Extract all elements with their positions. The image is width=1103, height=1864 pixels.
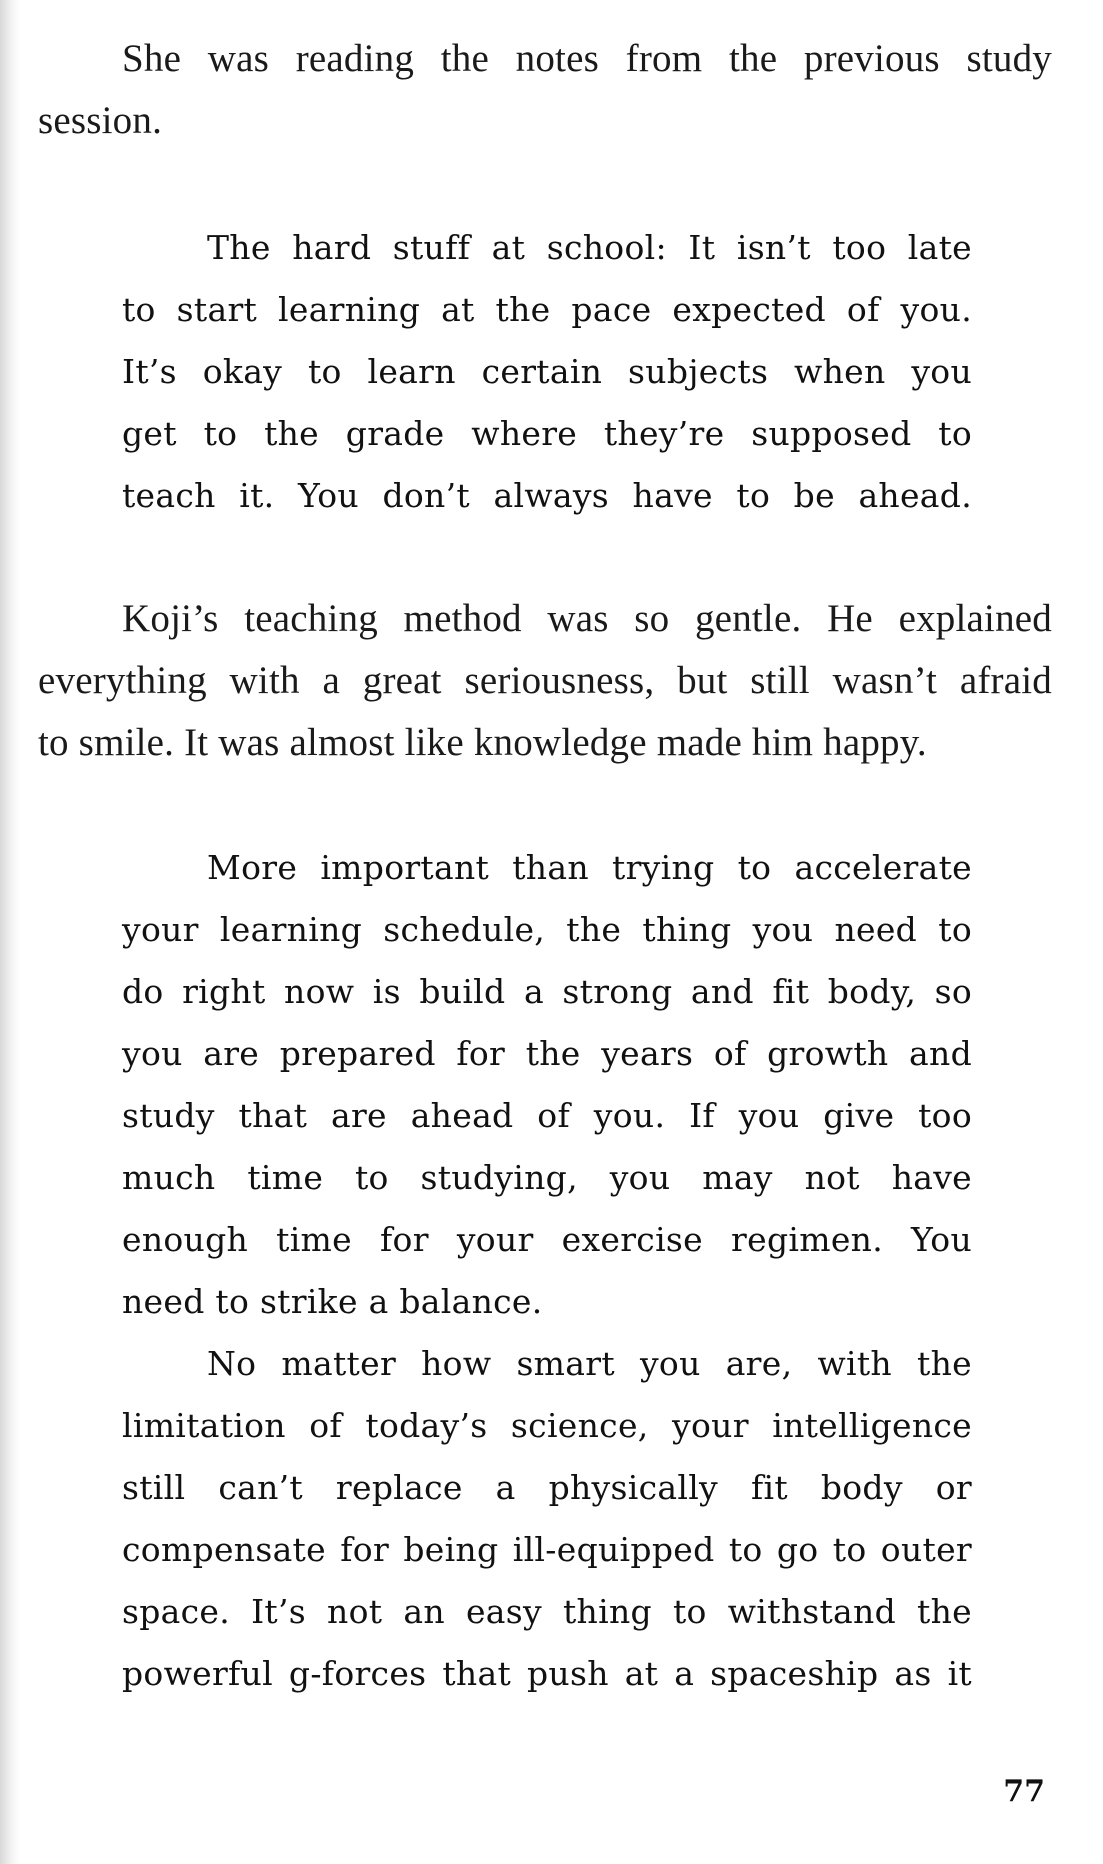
note-3-line-2: limitation of today’s science, your intelligence: [122, 1406, 972, 1445]
paragraph-2-line-2: everything with a great seriousness, but still wasn’t afraid: [38, 659, 1052, 702]
paragraph-2-line-3: to smile. It was almost like knowledge made him happy.: [38, 721, 927, 764]
paragraph-1-line-2: session.: [38, 99, 163, 142]
note-2-line-4: you are prepared for the years of growth and: [122, 1034, 972, 1073]
paragraph-1-line-1: She was reading the notes from the previous study: [122, 37, 1052, 80]
note-2-line-2: your learning schedule, the thing you need to: [122, 910, 972, 949]
note-2-line-6: much time to studying, you may not have: [122, 1158, 972, 1197]
note-1-line-3: It’s okay to learn certain subjects when you: [122, 352, 972, 391]
note-2-line-5: study that are ahead of you. If you give too: [122, 1096, 972, 1135]
note-3-line-1: No matter how smart you are, with the: [207, 1344, 972, 1383]
note-3-line-5: space. It’s not an easy thing to withstand the: [122, 1592, 972, 1631]
note-1-line-1: The hard stuff at school: It isn’t too late: [207, 228, 972, 267]
note-2-line-3: do right now is build a strong and fit body, so: [122, 972, 972, 1011]
note-2-line-1: More important than trying to accelerate: [207, 848, 972, 887]
note-1-line-4: get to the grade where they’re supposed to: [122, 414, 972, 453]
note-3-line-4: compensate for being ill-equipped to go to outer: [122, 1530, 972, 1569]
note-3-line-6: powerful g-forces that push at a spaceship as it: [122, 1654, 972, 1693]
note-2-line-7: enough time for your exercise regimen. You: [122, 1220, 972, 1259]
page-number: 77: [1003, 1774, 1045, 1809]
note-2-line-8: need to strike a balance.: [122, 1282, 543, 1321]
note-1-line-5: teach it. You don’t always have to be ahead.: [122, 476, 972, 515]
note-3-line-3: still can’t replace a physically fit body or: [122, 1468, 972, 1507]
note-1-line-2: to start learning at the pace expected of you.: [122, 290, 972, 329]
binding-gutter-shadow: [0, 0, 20, 1864]
paragraph-2-line-1: Koji’s teaching method was so gentle. He explained: [122, 597, 1052, 640]
